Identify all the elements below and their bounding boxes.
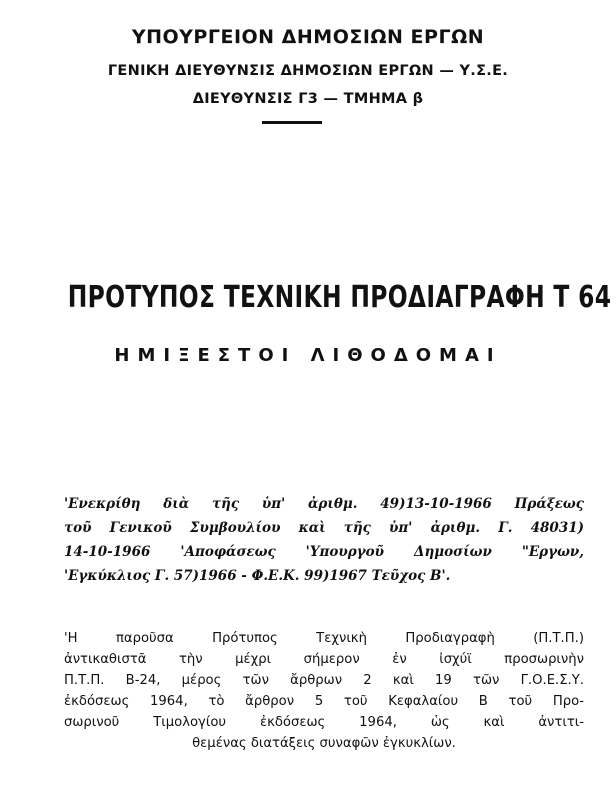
ministry-heading: ΥΠΟΥΡΓΕΙΟΝ ΔΗΜΟΣΙΩΝ ΕΡΓΩΝ [131, 26, 485, 48]
directorate-heading: ΓΕΝΙΚΗ ΔΙΕΥΘΥΝΣΙΣ ΔΗΜΟΣΙΩΝ ΕΡΓΩΝ — Υ.Σ.Ε. [107, 63, 509, 79]
header-divider [262, 121, 322, 124]
approval-line: τοῦ Γενικοῦ Συμβουλίου καὶ τῆς ὑπ' ἀριθμ. Γ. 48031) [64, 520, 584, 536]
division-heading: ΔΙΕΥΘΥΝΣΙΣ Γ3 — ΤΜΗΜΑ β [192, 91, 424, 107]
replacement-notice-paragraph [64, 628, 584, 754]
approval-line: 'Ενεκρίθη διὰ τῆς ὑπ' ἀριθμ. 49)13-10-1966 Πράξεως [64, 496, 584, 512]
document-subtitle: ΗΜΙΞΕΣΤΟΙ ΛΙΘΟΔΟΜΑΙ [114, 345, 502, 366]
approval-line: 'Εγκύκλιος Γ. 57)1966 - Φ.Ε.Κ. 99)1967 Τεῦχος Β'. [64, 568, 451, 584]
approval-line: 14-10-1966 'Αποφάσεως 'Υπουργοῦ Δημοσίων "Εργων, [64, 544, 584, 560]
document-title: ΠΡΟΤΥΠΟΣ ΤΕΧΝΙΚΗ ΠΡΟΔΙΑΓΡΑΦΗ Τ 64 [67, 280, 612, 315]
notice-line: θεμένας διατάξεις συναφῶν ἐγκυκλίων. [192, 736, 456, 751]
notice-line: ἐκδόσεως 1964, τὸ ἄρθρον 5 τοῦ Κεφαλαίου Β τοῦ Προ- [64, 694, 584, 709]
notice-line: 'Η παροῦσα Πρότυπος Τεχνικὴ Προδιαγραφὴ (Π.Τ.Π.) [64, 631, 584, 646]
notice-line: σωρινοῦ Τιμολογίου ἐκδόσεως 1964, ὡς καὶ ἀντιτι- [64, 715, 584, 730]
approval-paragraph [64, 492, 584, 588]
notice-line: ἀντικαθιστᾶ τὴν μέχρι σήμερον ἐν ἰσχύϊ προσωρινὴν [64, 652, 584, 667]
notice-line: Π.Τ.Π. Β-24, μέρος τῶν ἄρθρων 2 καὶ 19 τῶν Γ.Ο.Ε.Σ.Υ. [64, 673, 584, 688]
